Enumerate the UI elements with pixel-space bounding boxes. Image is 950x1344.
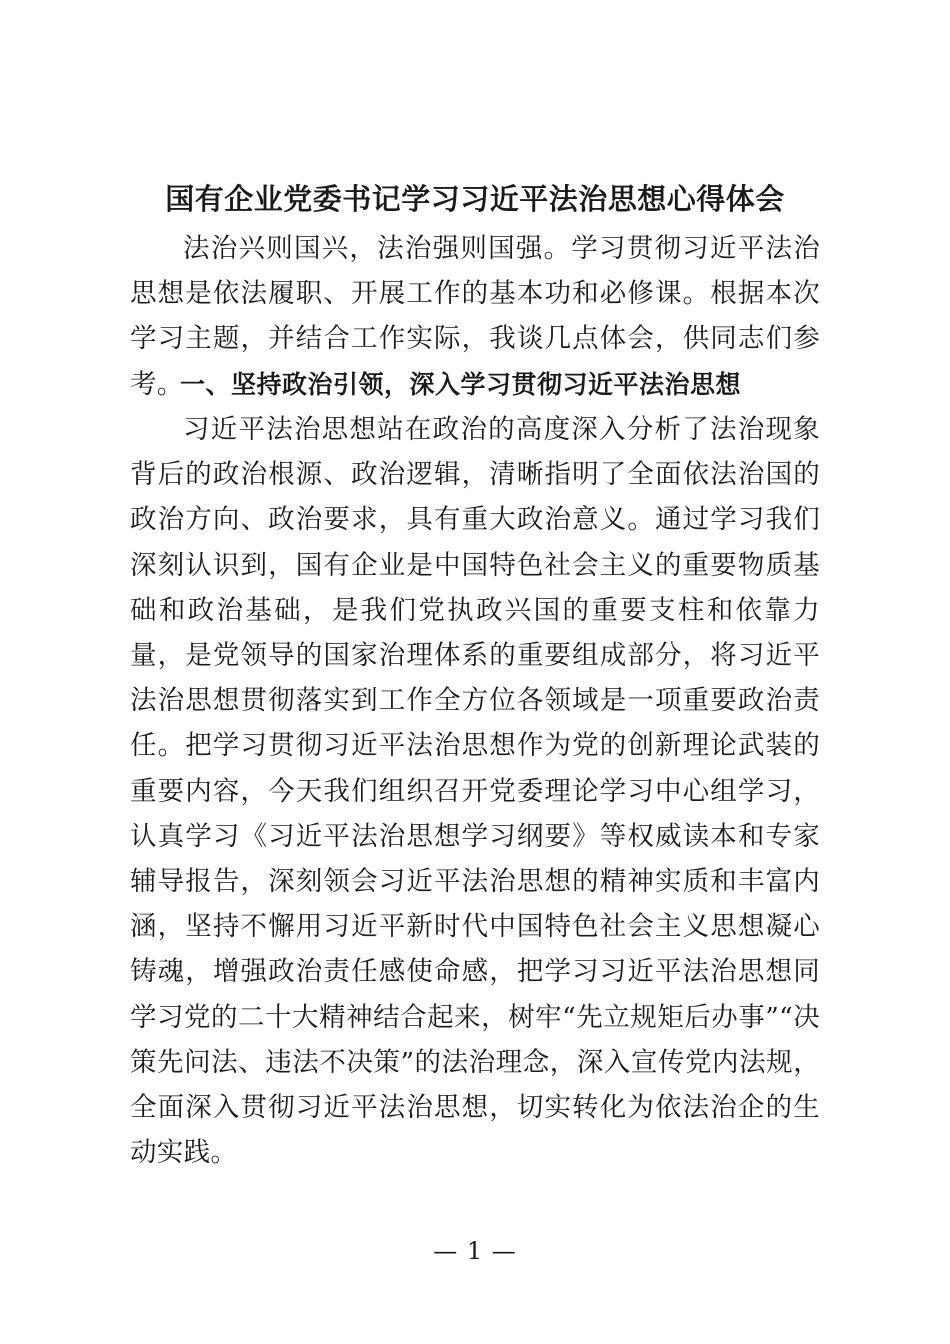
section-heading-1: 一、坚持政治引领，深入学习贯彻习近平法治思想 xyxy=(180,370,742,399)
intro-paragraph: 法治兴则国兴，法治强则国强。学习贯彻习近平法治思想是依法履职、开展工作的基本功和必修课。根据本次学习主题，并结合工作实际，我谈几点体会，供同志们参考。 xyxy=(130,233,820,400)
page-number: — 1 — xyxy=(433,1237,517,1265)
section-1-paragraph: 习近平法治思想站在政治的高度深入分析了法治现象背后的政治根源、政治逻辑，清晰指明了全面依法治国的政治方向、政治要求，具有重大政治意义。通过学习我们深刻认识到，国有企业是中国特色社会主义的重要物质基础和政治基础，是我们党执政兴国的重要支柱和依靠力量，是党领导的国家治理体系的重要组成部分，将习近平法治思想贯彻落实到工作全方位各领域是一项重要政治责任。把学习贯彻习近平法治思想作为党的创新理论武装的重要内容，今天我们组织召开党委理论学习中心组学习，认真学习《习近平法治思想学习纲要》等权威读本和专家辅导报告，深刻领会习近平法治思想的精神实质和丰富内涵，坚持不懈用习近平新时代中国特色社会主义思想凝心铸魂，增强政治责任感使命感，把学习习近平法治思想同学习党的二十大精神结合起来，树牢“先立规矩后办事”“决策先问法、违法不决策”的法治理念，深入宣传党内法规，全面深入贯彻习近平法治思想，切实转化为依法治企的生动实践。 xyxy=(130,414,820,1169)
document-title: 国有企业党委书记学习习近平法治思想心得体会 xyxy=(165,182,785,216)
